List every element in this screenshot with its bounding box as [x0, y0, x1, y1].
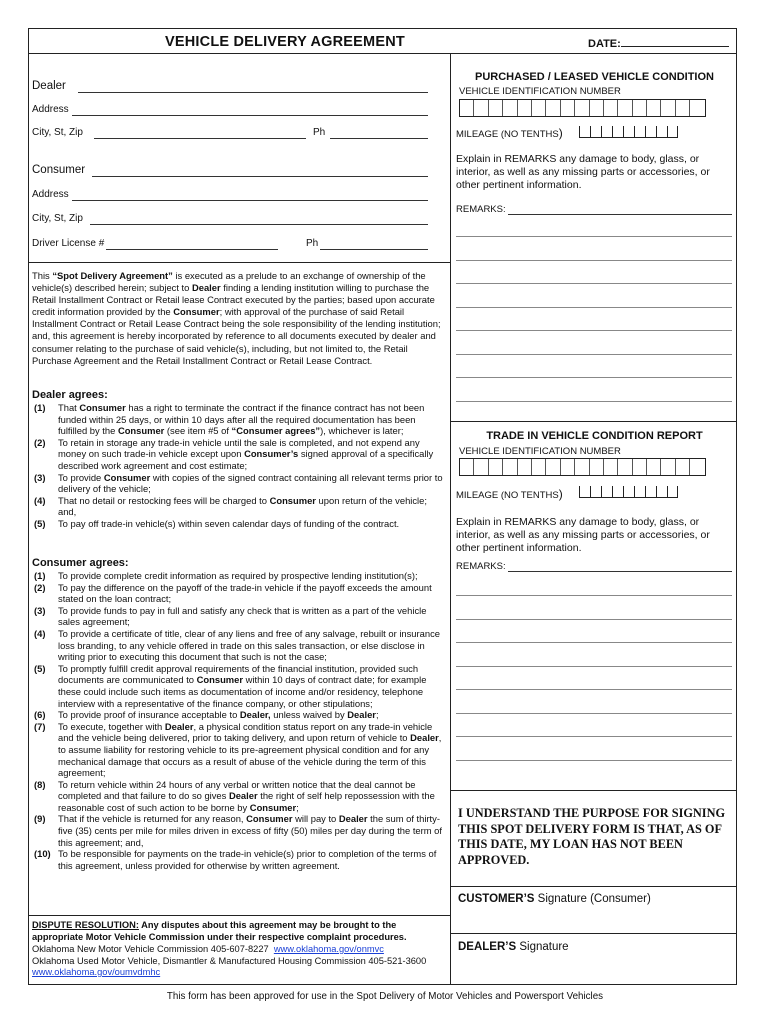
section-divider: [450, 886, 737, 887]
vin-digit-box[interactable]: [575, 100, 589, 116]
mileage-digit-box[interactable]: [623, 486, 634, 498]
dealer-address-label: Address: [32, 104, 69, 115]
vin-digit-box[interactable]: [460, 100, 474, 116]
consumer-agrees-list: [34, 570, 446, 871]
list-item: (8) To return vehicle within 24 hours of any verbal or written notice that the deal cannot be completed and that failure to do so gives Dealer the right of self help repossession with the reasonable cost of such action to be borne by Consumer;: [34, 778, 435, 813]
mileage-digit-box[interactable]: [656, 126, 667, 138]
date-field[interactable]: [588, 36, 729, 50]
vin-digit-box[interactable]: [489, 100, 503, 116]
trade-vin-label: VEHICLE IDENTIFICATION NUMBER: [459, 446, 621, 457]
remarks-line[interactable]: [456, 260, 732, 261]
vin-digit-box[interactable]: [618, 459, 632, 475]
dealer-city-label: City, St, Zip: [32, 127, 83, 138]
dispute-line-3: [32, 967, 446, 979]
list-item: (10) To be responsible for payments on the trade-in vehicle(s) prior to completion of the terms of this agreement, unless provided for otherwise by written agreement.: [34, 848, 437, 871]
mileage-digit-box[interactable]: [612, 486, 623, 498]
remarks-line[interactable]: [456, 354, 732, 355]
vin-digit-box[interactable]: [546, 100, 560, 116]
vin-digit-box[interactable]: [604, 459, 618, 475]
mileage-digit-box[interactable]: [634, 486, 645, 498]
consumer-field[interactable]: [92, 176, 428, 177]
purchased-remarks-field[interactable]: [508, 214, 732, 215]
mileage-digit-box[interactable]: [601, 126, 612, 138]
purchased-explain-text: Explain in REMARKS any damage to body, glass, or interior, as well as any missing parts or accessories, or other pertinent information.: [456, 153, 710, 191]
vin-digit-box[interactable]: [690, 459, 704, 475]
form-footer: This form has been approved for use in the Spot Delivery of Motor Vehicles and Powersport Vehicles: [166, 991, 604, 1002]
list-item: (3) To provide Consumer with copies of the signed contract containing all relevant terms prior to delivery of the vehicle;: [34, 471, 443, 495]
purchased-vin-boxes[interactable]: [459, 99, 706, 117]
vin-digit-box[interactable]: [460, 459, 474, 475]
remarks-line[interactable]: [456, 736, 732, 737]
mileage-digit-box[interactable]: [645, 126, 656, 138]
vin-digit-box[interactable]: [618, 100, 632, 116]
dealer-address-field[interactable]: [72, 115, 428, 116]
consumer-agrees-heading: Consumer agrees:: [32, 557, 129, 569]
remarks-line[interactable]: [456, 713, 732, 714]
trade-vin-boxes[interactable]: [459, 458, 706, 476]
dealer-label: Dealer: [32, 80, 66, 92]
vin-digit-box[interactable]: [676, 459, 690, 475]
list-item: (1) To provide complete credit information as required by prospective lending institution(s);: [34, 570, 418, 581]
consumer-address-field[interactable]: [72, 200, 428, 201]
purchased-mileage-label: MILEAGE (NO TENTHS): [456, 126, 563, 140]
list-item: (7) To execute, together with Dealer, a physical condition status report on any trade-in vehicle and the vehicle being delivered, prior to taking delivery, and upon return of vehicle to Dealer, to assume liability for restoring vehicle to its pre-agreement physical condition and for any mechanical damage that occurs as a result of abuse of the vehicle during the term of this agreement;: [34, 720, 442, 779]
mileage-digit-box[interactable]: [667, 126, 678, 138]
list-item: (4) To provide a certificate of title, clear of any liens and free of any salvage, rebuilt or insurance loss branding, to any vehicle offered in trade on this sales transaction, or else disclose in writing prior to executing this document that such is not the case;: [34, 627, 440, 663]
vin-digit-box[interactable]: [489, 459, 503, 475]
vin-digit-box[interactable]: [518, 459, 532, 475]
remarks-line[interactable]: [456, 595, 732, 596]
vin-digit-box[interactable]: [690, 100, 704, 116]
list-item: (2) To retain in storage any trade-in vehicle until the sale is completed, and not expend any money on such trade-in vehicle except upon Consumer’s signed approval of a specifically described work agreement and cost estimate;: [34, 436, 434, 471]
vin-digit-box[interactable]: [590, 100, 604, 116]
consumer-phone-field[interactable]: [320, 249, 428, 250]
oumvdmhc-link[interactable]: www.oklahoma.gov/oumvdmhc: [32, 967, 161, 977]
consumer-city-field[interactable]: [90, 224, 428, 225]
vin-digit-box[interactable]: [503, 100, 517, 116]
section-divider: [28, 262, 450, 263]
list-item: (5) To pay off trade-in vehicle(s) within seven calendar days of funding of the contract.: [34, 517, 400, 529]
trade-mileage-label: MILEAGE (NO TENTHS): [456, 487, 563, 501]
vin-digit-box[interactable]: [474, 459, 488, 475]
list-item: (9) That if the vehicle is returned for any reason, Consumer will pay to Dealer the sum of thirty-five (35) cents per mile for miles driven in excess of fifty (50) miles per day during the term of this agreement; and,: [34, 813, 442, 848]
dealer-ph-label: Ph: [313, 127, 326, 138]
intro-paragraph: This “Spot Delivery Agreement” is executed as a prelude to an exchange of ownership of the vehicle(s) described herein; subject to Dealer finding a lending institution willing to purchase the Retail Installment Contract or Retail lease Contract executed by the parties; based upon accurate credit information provided by the Consumer; with approval of the purchase of said Retail Installment Contract or Retail Lease Contract being the sole responsibility of the lending institution; and, this agreement is hereby incorporated by reference to all documents executed by dealer and consumer relating to the purchase of said vehicle(s), including, but not limited to, the Retail Purchase Agreement and the Retail Installment Contract or Retail Lease Contract.: [32, 270, 441, 366]
mileage-digit-box[interactable]: [579, 126, 590, 138]
consumer-address-label: Address: [32, 189, 69, 200]
vin-digit-box[interactable]: [590, 459, 604, 475]
section-divider: [28, 915, 450, 916]
remarks-line[interactable]: [456, 330, 732, 331]
vin-digit-box[interactable]: [575, 459, 589, 475]
mileage-digit-box[interactable]: [667, 486, 678, 498]
vin-digit-box[interactable]: [561, 100, 575, 116]
purchased-vin-label: VEHICLE IDENTIFICATION NUMBER: [459, 86, 621, 97]
purchased-mileage-boxes[interactable]: [579, 126, 678, 138]
section-divider: [450, 790, 737, 791]
remarks-line[interactable]: [456, 377, 732, 378]
vin-digit-box[interactable]: [532, 100, 546, 116]
consumer-city-label: City, St, Zip: [32, 213, 83, 224]
vin-digit-box[interactable]: [661, 100, 675, 116]
vin-digit-box[interactable]: [661, 459, 675, 475]
column-divider: [450, 54, 451, 985]
mileage-digit-box[interactable]: [579, 486, 590, 498]
dispute-resolution: DISPUTE RESOLUTION: Any disputes about this agreement may be brought to the appropriate Motor Vehicle Commission under their respective complaint procedures.: [32, 920, 407, 942]
vin-digit-box[interactable]: [647, 100, 661, 116]
vin-digit-box[interactable]: [676, 100, 690, 116]
vin-digit-box[interactable]: [503, 459, 517, 475]
mileage-digit-box[interactable]: [601, 486, 612, 498]
vin-digit-box[interactable]: [561, 459, 575, 475]
mileage-digit-box[interactable]: [623, 126, 634, 138]
dealer-agrees-list: [34, 402, 444, 530]
dealer-signature-label: DEALER’S Signature: [458, 941, 569, 953]
date-label: DATE:: [588, 38, 621, 50]
dispute-line-1: Oklahoma New Motor Vehicle Commission 405-607-8227 www.oklahoma.gov/onmvc: [32, 944, 384, 954]
remarks-line[interactable]: [456, 689, 732, 690]
dealer-phone-field[interactable]: [330, 138, 428, 139]
list-item: (5) To promptly fulfill credit approval requirements of the financial institution, provided such documents are communicated to Consumer within 10 days of contract date; for example these could include such items as documentation of income and/or residency, telephone interview with a representative of the finance company, or other stipulations;: [34, 662, 427, 709]
vin-digit-box[interactable]: [518, 100, 532, 116]
customer-signature-line[interactable]: [450, 933, 737, 934]
vin-digit-box[interactable]: [604, 100, 618, 116]
dealer-city-field[interactable]: [94, 138, 306, 139]
mileage-digit-box[interactable]: [590, 486, 601, 498]
vin-digit-box[interactable]: [532, 459, 546, 475]
mileage-digit-box[interactable]: [656, 486, 667, 498]
trade-explain-text: Explain in REMARKS any damage to body, glass, or interior, as well as any missing parts or accessories, or other pertinent information.: [456, 516, 710, 554]
remarks-line[interactable]: [456, 236, 732, 237]
driver-license-label: Driver License #: [32, 238, 105, 249]
remarks-line[interactable]: [456, 307, 732, 308]
section-divider: [450, 421, 737, 422]
dealer-agrees-heading: Dealer agrees:: [32, 389, 108, 401]
vin-digit-box[interactable]: [546, 459, 560, 475]
mileage-digit-box[interactable]: [590, 126, 601, 138]
vin-digit-box[interactable]: [647, 459, 661, 475]
list-item: (2) To pay the difference on the payoff of the trade-in vehicle if the payoff exceeds the amount stated on the loan contract;: [34, 581, 432, 605]
consumer-label: Consumer: [32, 164, 86, 176]
remarks-line[interactable]: [456, 666, 732, 667]
dealer-field[interactable]: [78, 92, 428, 93]
purchased-heading: PURCHASED / LEASED VEHICLE CONDITION: [475, 71, 714, 83]
remarks-line[interactable]: [456, 642, 732, 643]
consumer-ph-label: Ph: [306, 238, 319, 249]
onmvc-link[interactable]: www.oklahoma.gov/onmvc: [273, 944, 384, 954]
vin-digit-box[interactable]: [474, 100, 488, 116]
dispute-line-2: Oklahoma Used Motor Vehicle, Dismantler & Manufactured Housing Commission 405-521-3600: [32, 956, 427, 966]
remarks-line[interactable]: [456, 283, 732, 284]
list-item: (3) To provide funds to pay in full and satisfy any check that is written as a part of the vehicle sales agreement;: [34, 604, 427, 628]
mileage-digit-box[interactable]: [612, 126, 623, 138]
trade-remarks-label: REMARKS:: [456, 561, 506, 572]
trade-heading: TRADE IN VEHICLE CONDITION REPORT: [486, 430, 703, 442]
vin-digit-box[interactable]: [633, 459, 647, 475]
driver-license-field[interactable]: [106, 249, 278, 250]
purchased-remarks-label: REMARKS:: [456, 204, 506, 215]
remarks-line[interactable]: [456, 401, 732, 402]
loan-not-approved-statement: I UNDERSTAND THE PURPOSE FOR SIGNING THIS SPOT DELIVERY FORM IS THAT, AS OF THIS DATE, MY LOAN HAS NOT BEEN APPROVED.: [458, 806, 726, 867]
vin-digit-box[interactable]: [633, 100, 647, 116]
trade-mileage-boxes[interactable]: [579, 486, 678, 498]
customer-signature-label: CUSTOMER’S Signature (Consumer): [458, 893, 651, 905]
list-item: (6) To provide proof of insurance acceptable to Dealer, unless waived by Dealer;: [34, 709, 379, 721]
remarks-line[interactable]: [456, 619, 732, 620]
list-item: (4) That no detail or restocking fees will be charged to Consumer upon return of the vehicle; and,: [34, 494, 427, 518]
remarks-line[interactable]: [456, 760, 732, 761]
list-item: (1) That Consumer has a right to terminate the contract if the finance contract has not been funded within 25 days, or within 10 days after all the required documentation has been fulfilled by the Consumer (see item #5 of “Consumer agrees”), whichever is later;: [34, 402, 425, 437]
mileage-digit-box[interactable]: [634, 126, 645, 138]
form-title: VEHICLE DELIVERY AGREEMENT: [165, 34, 405, 50]
trade-remarks-field[interactable]: [508, 571, 732, 572]
mileage-digit-box[interactable]: [645, 486, 656, 498]
